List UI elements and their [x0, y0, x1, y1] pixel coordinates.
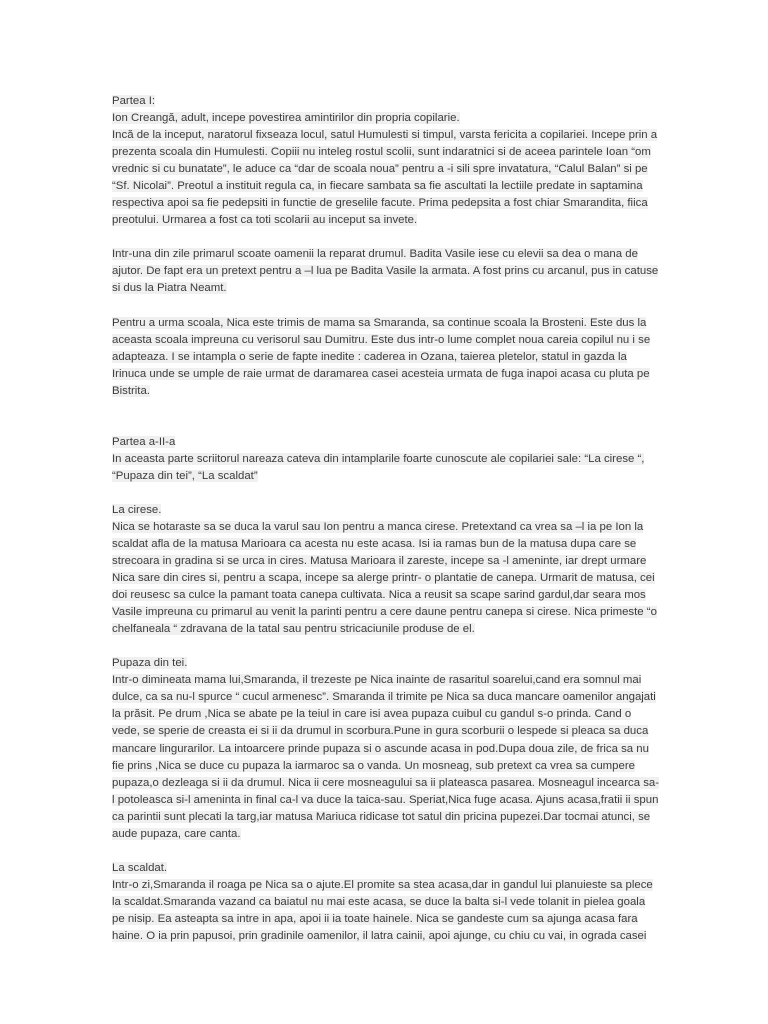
la-cirese-heading: La cirese. — [112, 503, 162, 516]
section-la-cirese — [112, 502, 657, 638]
paragraph-line: vrednic si cu bunatate”, le aduce ca “dar de scoala noua” pentru a -i sili spre invatatura, “Calul Balan” si pe — [112, 163, 648, 176]
paragraph-road-repair — [112, 246, 659, 297]
paragraph-line: la scaldat.Smaranda vazand ca baiatul nu mai este acasa, se duce la balta si-l vede tolanit in pielea goala — [112, 895, 646, 908]
paragraph-line: la prăsit. Pe drum ,Nica se abate pe la teiul in care isi avea pupaza cuibul cu gandul s-o prinda. Cand o — [112, 708, 632, 721]
paragraph-line: vede, se sperie de creasta ei si ii da drumul in scorbura.Pune in gura scorburii o lespede si pleaca sa duca — [112, 725, 649, 738]
part-1-heading: Partea I: — [112, 95, 156, 107]
paragraph-line: Intr-o dimineata mama lui,Smaranda, il trezeste pe Nica inainte de rasaritul soarelui,cand era somnul mai — [112, 674, 642, 687]
paragraph-line: ca parintii sunt plecati la targ,iar matusa Mariuca ridicase tot satul din pricina pupezei.Dar tocmai atunci, se — [112, 810, 651, 823]
paragraph-line: Bistrita. — [112, 384, 150, 397]
paragraph-line: adapteaza. I se intampla o serie de fapte inedite : caderea in Ozana, taierea pletelor, statul in gazda la — [112, 350, 627, 363]
paragraph-line: Nica se hotaraste sa se duca la varul sau Ion pentru a manca cirese. Pretextand ca vrea sa –l ia pe Ion la — [112, 520, 644, 533]
paragraph-line: haine. O ia prin papusoi, prin gradinile oamenilor, il latra cainii, apoi ajunge, cu chiu cu vai, in ograda casei — [112, 929, 647, 942]
pupaza-din-tei-heading: Pupaza din tei. — [112, 657, 188, 670]
paragraph-line: pe nisip. Ea asteapta sa intre in apa, apoi ii ia toate hainele. Nica se gandeste cum sa ajunga acasa fara — [112, 912, 638, 925]
paragraph-line: In aceasta parte scriitorul nareaza cateva din intamplarile foarte cunoscute ale copilariei sale: “La cirese “, — [112, 452, 645, 465]
paragraph-line: Nica sare din cires si, pentru a scapa, incepe sa alerge printr- o plantatie de canepa. Urmarit de matusa, cei — [112, 572, 655, 585]
paragraph-line: ajutor. De fapt era un pretext pentru a –l lua pe Badita Vasile la armata. A fost prins cu arcanul, pus in catuse — [112, 265, 659, 278]
paragraph-line: doi reusesc sa culce la pamant toata canepa cultivata. Nica a reusit sa scape sarind gardul,dar seara mos — [112, 589, 646, 602]
section-part-2 — [112, 434, 645, 485]
paragraph-line: fie prins ,Nica se duce cu pupaza la iarmaroc sa o vanda. Un mosneag, sub pretext ca vrea sa cumpere — [112, 759, 635, 772]
paragraph-line: prezenta scoala din Humulesti. Copiii nu inteleg rostul scolii, sunt indaratnici si de aceea parintele Ioan “om — [112, 146, 651, 159]
paragraph-line: si dus la Piatra Neamt. — [112, 282, 227, 295]
paragraph-line: pupaza,o dezleaga si ii da drumul. Nica ii cere mosneagului sa ii plateasca pasarea. Mosneagul incearca sa- — [112, 776, 660, 789]
section-pupaza-din-tei — [112, 655, 660, 843]
paragraph-line: Incă de la inceput, naratorul fixseaza locul, satul Humulesti si timpul, varsta fericita a copilariei. Incepe prin a — [112, 129, 658, 142]
paragraph-line: respectiva apoi sa fie pedepsiti in functie de greselile facute. Prima pedepsita a fost chiar Smarandita, fiica — [112, 197, 648, 210]
paragraph-line: Intr-una din zile primarul scoate oamenii la reparat drumul. Badita Vasile iese cu elevii sa dea o mana de — [112, 248, 638, 261]
paragraph-line: scaldat afla de la matusa Marioara ca acesta nu este acasa. Isi ia ramas bun de la matusa dupa care se — [112, 537, 637, 550]
la-scaldat-heading: La scaldat. — [112, 861, 168, 874]
part-2-heading: Partea a-II-a — [112, 435, 176, 448]
document-page — [112, 93, 660, 945]
paragraph-line: preotului. Urmarea a fost ca toti scolarii au inceput sa invete. — [112, 214, 418, 227]
paragraph-line: mancare lingurarilor. La intoarcere prinde pupaza si o ascunde acasa in pod.Dupa doua zile, de frica sa nu — [112, 742, 649, 755]
paragraph-line: “Sf. Nicolai”. Preotul a instituit regula ca, in fiecare sambata sa fie ascultati la lectiile predate in saptamina — [112, 180, 643, 193]
paragraph-line: aceasta scoala impreuna cu verisorul sau Dumitru. Este dus intr-o lume complet noua careia copilul nu i se — [112, 333, 651, 346]
paragraph-line: Intr-o zi,Smaranda il roaga pe Nica sa o ajute.El promite sa stea acasa,dar in gandul lui planuieste sa plece — [112, 878, 653, 891]
paragraph-line: “Pupaza din tei”, “La scaldat” — [112, 469, 258, 482]
paragraph-line: l potoleasca si-l ameninta in final ca-l va duce la taica-sau. Speriat,Nica fuge acasa. Ajuns acasa,fratii ii spun — [112, 793, 659, 806]
paragraph-line: aude pupaza, care canta. — [112, 827, 241, 840]
section-la-scaldat — [112, 860, 653, 945]
paragraph-line: Vasile impreuna cu primarul au venit la parinti pentru a cere daune pentru canepa si cirese. Nica primeste “o — [112, 606, 657, 619]
paragraph-line: dulce, ca sa nu-l spurce “ cucul armenesc”. Smaranda il trimite pe Nica sa duca mancare oamenilor angajati — [112, 691, 656, 704]
paragraph-brosteni — [112, 315, 651, 400]
paragraph-line: Pentru a urma scoala, Nica este trimis de mama sa Smaranda, sa continue scoala la Brosteni. Este dus la — [112, 316, 647, 329]
paragraph-line: chelfaneala “ zdravana de la tatal sau pentru stricaciunile produse de el. — [112, 623, 475, 636]
section-part-1 — [112, 93, 658, 229]
paragraph-line: Ion Creangă, adult, incepe povestirea amintirilor din propria copilarie. — [112, 112, 460, 125]
paragraph-line: Irinuca unde se umple de raie urmat de daramarea casei acesteia urmata de fuga inapoi acasa cu pluta pe — [112, 367, 650, 380]
paragraph-line: strecoara in gradina si se urca in cires. Matusa Marioara il zareste, incepe sa -l ameninte, iar drept urmare — [112, 555, 647, 568]
